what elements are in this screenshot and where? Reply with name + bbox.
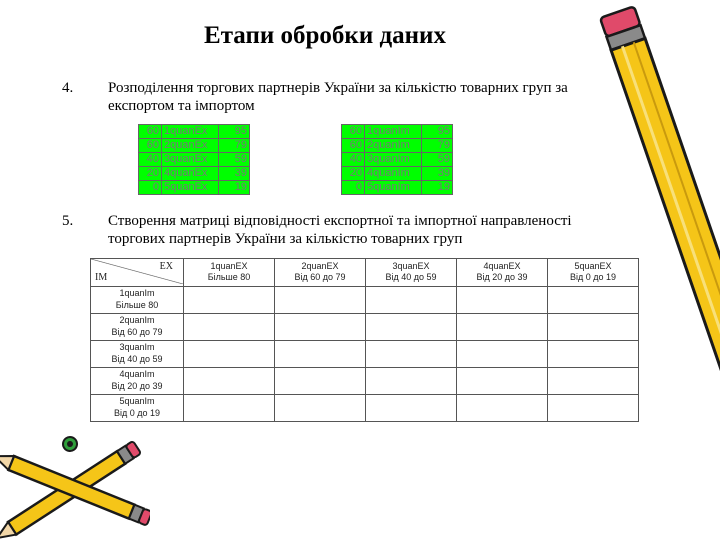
- matrix-cell: [275, 287, 366, 314]
- row-range: Від 60 до 79: [111, 327, 163, 337]
- matrix-cell: [184, 395, 275, 422]
- table-cell: 5quanIm: [365, 181, 422, 195]
- row-range: Від 20 до 39: [111, 381, 163, 391]
- export-quan-table: [138, 124, 250, 195]
- matrix-cell: [366, 287, 457, 314]
- matrix-row-header: [91, 395, 184, 422]
- matrix-column-header: [184, 259, 275, 287]
- row-range: Від 0 до 19: [113, 408, 161, 418]
- table-row: [139, 139, 250, 153]
- matrix-row: [91, 314, 639, 341]
- table-cell: 1quanIm: [365, 125, 422, 139]
- table-cell: 79: [219, 139, 250, 153]
- table-cell: 4quanEx: [162, 167, 219, 181]
- matrix-row-header: [91, 341, 184, 368]
- matrix-corner-cell: [91, 259, 184, 287]
- slide-title: Етапи обробки даних: [204, 22, 446, 49]
- matrix-row: [91, 368, 639, 395]
- corner-im-label: IM: [95, 272, 108, 283]
- table-row: [139, 125, 250, 139]
- table-cell: 60: [139, 139, 162, 153]
- matrix-column-header: [457, 259, 548, 287]
- table-cell: 95: [219, 125, 250, 139]
- table-cell: 1quanEx: [162, 125, 219, 139]
- matrix-row: [91, 341, 639, 368]
- column-name: 4quanEX: [483, 261, 521, 271]
- matrix-cell: [275, 395, 366, 422]
- table-row: [139, 153, 250, 167]
- matrix-header-row: [91, 259, 639, 287]
- matrix-row-header: [91, 314, 184, 341]
- table-row: [342, 167, 453, 181]
- column-name: 1quanEX: [210, 261, 248, 271]
- item-text-4: Розподілення торгових партнерів України за кількістю товарних груп за експортом та імпортом: [108, 80, 568, 114]
- matrix-cell: [457, 368, 548, 395]
- matrix-column-header: [275, 259, 366, 287]
- table-cell: 20: [342, 167, 365, 181]
- matrix-column-header: [366, 259, 457, 287]
- matrix-cell: [366, 395, 457, 422]
- column-range: Від 40 до 59: [385, 272, 437, 282]
- table-cell: 59: [422, 153, 453, 167]
- item-text-5: Створення матриці відповідності експортної та імпортної направленості торгових партнерів України за кількістю товарних груп: [108, 213, 572, 247]
- matrix-cell: [366, 314, 457, 341]
- table-row: [139, 181, 250, 195]
- matrix-cell: [275, 368, 366, 395]
- table-cell: 95: [422, 125, 453, 139]
- matrix-cell: [457, 314, 548, 341]
- column-name: 2quanEX: [301, 261, 339, 271]
- table-cell: 3quanEx: [162, 153, 219, 167]
- table-cell: 39: [422, 167, 453, 181]
- row-range: Більше 80: [115, 300, 159, 310]
- row-name: 5quanIm: [119, 396, 155, 406]
- table-cell: 4quanIm: [365, 167, 422, 181]
- column-range: Від 20 до 39: [476, 272, 528, 282]
- corner-ex-label: EX: [159, 261, 173, 272]
- table-cell: 39: [219, 167, 250, 181]
- matrix-row: [91, 395, 639, 422]
- table-cell: 19: [422, 181, 453, 195]
- correspondence-matrix: [90, 258, 639, 422]
- item-number-5: 5.: [62, 213, 74, 229]
- row-name: 1quanIm: [119, 288, 155, 298]
- matrix-cell: [457, 341, 548, 368]
- matrix-cell: [275, 314, 366, 341]
- row-name: 3quanIm: [119, 342, 155, 352]
- crossed-pencils-icon: [0, 430, 150, 540]
- matrix-cell: [366, 368, 457, 395]
- matrix-cell: [184, 314, 275, 341]
- pencil-icon: [592, 0, 720, 540]
- table-cell: 3quanIm: [365, 153, 422, 167]
- column-name: 3quanEX: [392, 261, 430, 271]
- column-range: Від 0 до 19: [569, 272, 617, 282]
- table-cell: 59: [219, 153, 250, 167]
- table-row: [342, 139, 453, 153]
- table-cell: 79: [422, 139, 453, 153]
- matrix-cell: [366, 341, 457, 368]
- row-name: 4quanIm: [119, 369, 155, 379]
- table-cell: 5quanEx: [162, 181, 219, 195]
- item-number-4: 4.: [62, 80, 74, 96]
- table-cell: 60: [139, 125, 162, 139]
- table-cell: 20: [139, 167, 162, 181]
- matrix-cell: [275, 341, 366, 368]
- matrix-cell: [457, 287, 548, 314]
- table-cell: 2quanEx: [162, 139, 219, 153]
- matrix-cell: [184, 368, 275, 395]
- table-row: [342, 181, 453, 195]
- column-range: Більше 80: [207, 272, 251, 282]
- table-row: [139, 167, 250, 181]
- column-name: 5quanEX: [574, 261, 612, 271]
- table-row: [342, 153, 453, 167]
- matrix-row-header: [91, 368, 184, 395]
- row-range: Від 40 до 59: [111, 354, 163, 364]
- import-quan-table: [341, 124, 453, 195]
- table-cell: 0: [342, 181, 365, 195]
- matrix-cell: [184, 341, 275, 368]
- matrix-row-header: [91, 287, 184, 314]
- matrix-row: [91, 287, 639, 314]
- table-cell: 60: [342, 139, 365, 153]
- table-cell: 60: [342, 125, 365, 139]
- row-name: 2quanIm: [119, 315, 155, 325]
- matrix-cell: [184, 287, 275, 314]
- table-cell: 40: [139, 153, 162, 167]
- column-range: Від 60 до 79: [294, 272, 346, 282]
- table-cell: 0: [139, 181, 162, 195]
- table-cell: 40: [342, 153, 365, 167]
- table-cell: 19: [219, 181, 250, 195]
- table-row: [342, 125, 453, 139]
- table-cell: 2quanIm: [365, 139, 422, 153]
- matrix-cell: [457, 395, 548, 422]
